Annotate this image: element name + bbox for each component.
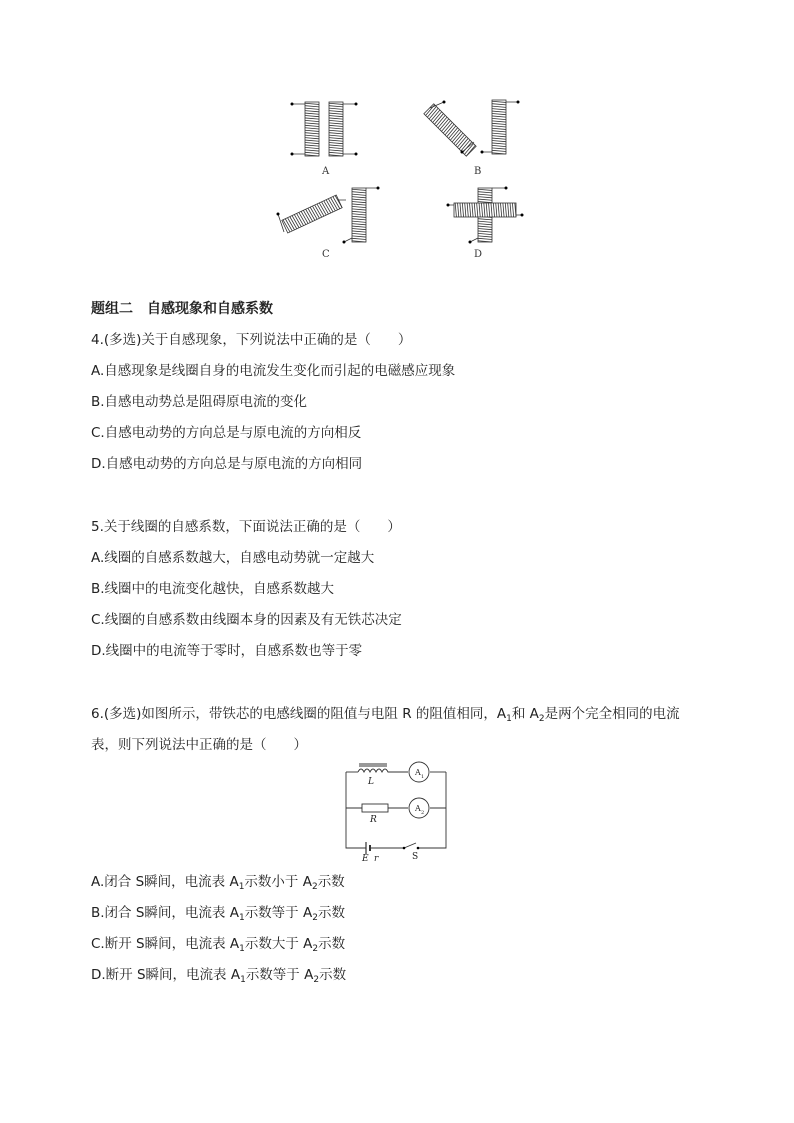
inductor-l bbox=[358, 769, 408, 772]
q6-sub2: 2 bbox=[538, 714, 545, 724]
coil-figure-a bbox=[290, 96, 360, 166]
label-r: R bbox=[370, 815, 377, 825]
q5-option-d: D.线圈中的电流等于零时，自感系数也等于零 bbox=[91, 643, 363, 659]
figure-label-c: C bbox=[322, 249, 330, 260]
figure-label-b: B bbox=[474, 166, 482, 177]
q6-option-c: C.断开 S瞬间，电流表 $A_1$示数大于 $A_2$示数 bbox=[91, 936, 346, 954]
q6-stem-line2: 表，则下列说法中正确的是（ ） bbox=[91, 737, 307, 753]
q6-option-b: B.闭合 S瞬间，电流表 $A_1$示数等于 $A_2$示数 bbox=[91, 905, 345, 923]
label-l: L bbox=[368, 777, 374, 787]
figure-label-d: D bbox=[474, 249, 483, 260]
circuit-diagram bbox=[336, 760, 456, 864]
q4-option-c: C.自感电动势的方向总是与原电流的方向相反 bbox=[91, 425, 362, 441]
label-e: E bbox=[362, 854, 369, 864]
label-a1: A bbox=[415, 768, 421, 777]
switch-s bbox=[404, 843, 416, 848]
coil-figure-d bbox=[444, 182, 524, 252]
label-a1-sub: 1 bbox=[421, 774, 425, 780]
q6-stem-part2: 和 A bbox=[511, 706, 539, 722]
q5-option-c: C.线圈的自感系数由线圈本身的因素及有无铁芯决定 bbox=[91, 612, 402, 628]
q5-option-a: A.线圈的自感系数越大，自感电动势就一定越大 bbox=[91, 550, 375, 566]
coil-figure-c bbox=[270, 182, 390, 252]
q4-option-b: B.自感电动势总是阻碍原电流的变化 bbox=[91, 394, 308, 410]
label-small-r: r bbox=[374, 854, 379, 864]
label-a2: A bbox=[415, 804, 421, 813]
q5-stem: 5.关于线圈的自感系数，下面说法正确的是（ ） bbox=[91, 519, 401, 535]
q6-stem-part1: 6.(多选)如图所示，带铁芯的电感线圈的阻值与电阻 R 的阻值相同，A bbox=[91, 706, 507, 722]
label-a2-sub: 2 bbox=[421, 810, 425, 816]
section-title: 题组二 自感现象和自感系数 bbox=[91, 301, 273, 317]
q4-option-a: A.自感现象是线圈自身的电流发生变化而引起的电磁感应现象 bbox=[91, 363, 456, 379]
q4-option-d: D.自感电动势的方向总是与原电流的方向相同 bbox=[91, 456, 363, 472]
coil-figure-b bbox=[422, 96, 532, 166]
q6-stem-part3: 是两个完全相同的电流 bbox=[544, 706, 680, 722]
q6-option-d: D.断开 S瞬间，电流表 $A_1$示数等于 $A_2$示数 bbox=[91, 967, 347, 985]
q6-stem bbox=[91, 705, 680, 728]
q5-option-b: B.线圈中的电流变化越快，自感系数越大 bbox=[91, 581, 335, 597]
figure-label-a: A bbox=[322, 166, 330, 177]
q4-stem: 4.(多选)关于自感现象，下列说法中正确的是（ ） bbox=[91, 332, 412, 348]
q6-sub1: 1 bbox=[506, 714, 512, 724]
resistor-r bbox=[362, 804, 388, 812]
q6-option-a: A.闭合 S瞬间，电流表 $A_1$示数小于 $A_2$示数 bbox=[91, 874, 345, 892]
label-s: S bbox=[412, 852, 419, 862]
